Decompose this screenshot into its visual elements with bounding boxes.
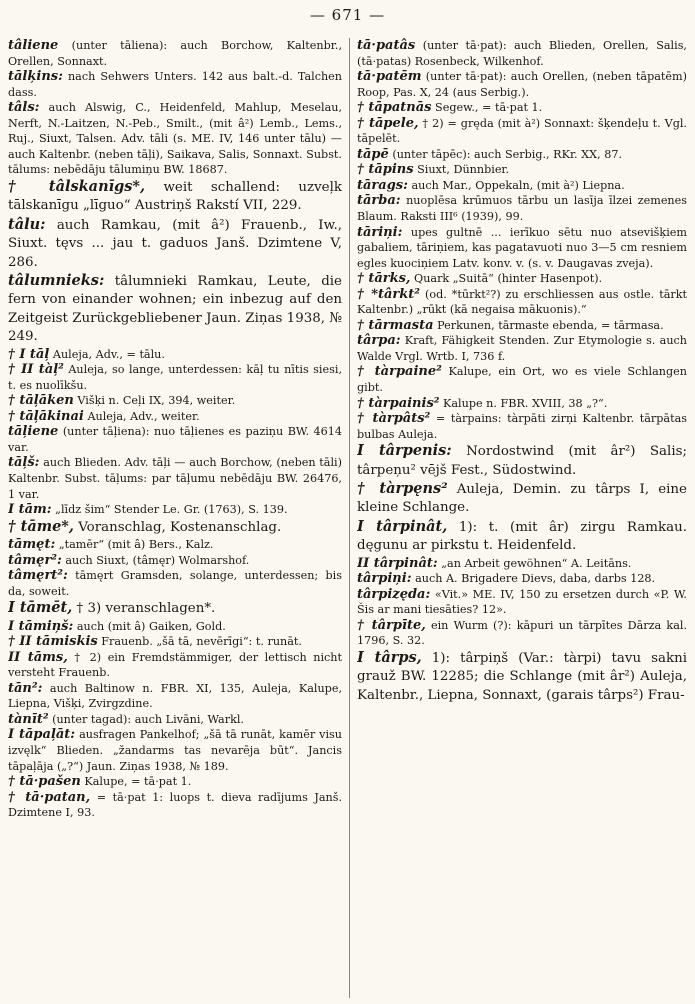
entry-headword: tâlu: — [8, 215, 46, 233]
dictionary-entry — [8, 216, 342, 272]
right-column — [357, 38, 687, 1000]
dictionary-entry — [8, 424, 342, 455]
entry-headword: tārba: — [357, 193, 401, 209]
entry-headword: tâls: — [8, 100, 40, 116]
entry-headword: † tā·pašen — [8, 774, 81, 790]
dictionary-entry — [8, 650, 342, 681]
dictionary-entry — [8, 774, 342, 790]
entry-definition: tāmęrt Gramsden, solange, unterdessen; bis da, soweit. — [8, 569, 342, 598]
entry-definition: auch Mar., Oppekaln, (mit à²) Liepna. — [411, 178, 625, 192]
entry-headword: I tāmēt, — [8, 599, 73, 617]
entry-headword: tārags: — [357, 177, 408, 193]
entry-headword: târpiņi: — [357, 571, 412, 587]
dictionary-entry — [357, 518, 687, 556]
entry-headword: I tām: — [8, 502, 52, 518]
entry-headword: † tàrpęns² — [357, 480, 448, 498]
entry-definition: Voranschlag, Kostenanschlag. — [78, 519, 282, 535]
dictionary-entry — [8, 712, 342, 728]
entry-headword: II tāms, — [8, 649, 68, 665]
dictionary-entry — [8, 599, 342, 618]
dictionary-entry — [8, 790, 342, 821]
dictionary-entry — [357, 225, 687, 272]
entry-definition: weit schallend: uzveļk tālskanīgu „līguo“ Austriņš Rakstí VII, 229. — [8, 179, 342, 214]
entry-headword: † târpīte, — [357, 617, 426, 633]
dictionary-entry — [357, 271, 687, 287]
entry-definition: (unter tā·pat): auch Blieden, Orellen, Salis, (tā·patas) Rosenbeck, Wilkenhof. — [357, 39, 687, 68]
page-number: — 671 — — [309, 6, 386, 24]
entry-definition: Kalupe, ein Ort, wo es viele Schlangen gibt. — [357, 365, 687, 395]
dictionary-entry — [8, 727, 342, 774]
entry-headword: I tāpaļāt: — [8, 727, 76, 743]
entry-headword: † II tāmiskis — [8, 634, 98, 650]
entry-headword: † tàrpaine² — [357, 364, 442, 380]
entry-headword: tā·patēm — [357, 69, 422, 85]
dictionary-entry — [357, 364, 687, 395]
entry-definition: „an Arbeit gewöhnen“ A. Leitāns. — [441, 556, 632, 570]
entry-definition: Nordostwind (mit âr²) Salis; târpeņu² vējš Fest., Südostwind. — [357, 444, 687, 478]
dictionary-entry — [357, 480, 687, 518]
dictionary-entry — [8, 347, 342, 363]
entry-headword: † I tāļ — [8, 346, 50, 362]
entry-definition: auch Siuxt, (tâmęr) Wolmarshof. — [65, 553, 250, 567]
entry-headword: † tàrpainis² — [357, 395, 440, 411]
entry-headword: I târps, — [357, 648, 422, 666]
entry-definition: = tā·pat 1: luops t. dieva radījums Janš. Dzimtene I, 93. — [8, 790, 342, 820]
dictionary-entry — [357, 587, 687, 618]
dictionary-entry — [357, 178, 687, 194]
entry-definition: (unter tāpēc): auch Serbig., RKr. XX, 87. — [392, 147, 623, 161]
entry-headword: tālķins: — [8, 69, 63, 85]
entry-definition: auch Alswig, C., Heidenfeld, Mahlup, Meselau, Nerft, N.-Laitzen, N.-Peb., Smilt., (mit â²) Lemb., Lems., Ruj., Siuxt, Talsen. Adv. tāli (s. ME. IV, 146 unter tālu) — auch Kaltenbr. (neben tāļi), Saikava, Salis, Sonnaxt. Subst. tālums: nebēdāju tālumiņu BW. 18687. — [8, 101, 342, 177]
entry-definition: (unter tāļiena): nuo tāļienes es paziņu BW. 4614 var. — [8, 425, 342, 454]
entry-headword: † *târkt² — [357, 286, 420, 302]
dictionary-entry — [357, 318, 687, 334]
dictionary-entry — [357, 556, 687, 572]
dictionary-entry — [8, 409, 342, 425]
entry-definition: 1): târpiņš (Var.: tàrpi) tavu sakni grauž BW. 12285; die Schlange (mit âr²) Auleja, Kaltenbr., Liepna, Sonnaxt, (garais târps²) Frau- — [357, 650, 687, 703]
dictionary-entry — [8, 619, 342, 635]
dictionary-entry — [357, 193, 687, 224]
entry-headword: † tāpatnās — [357, 100, 432, 116]
entry-definition: Perkunen, tārmaste ebenda, = tārmasa. — [437, 318, 664, 332]
entry-definition: (unter tā·pat): auch Orellen, (neben tāpatēm) Roop, Pas. X, 24 (aus Serbig.). — [357, 70, 687, 99]
entry-headword: † tā·patan, — [8, 789, 91, 805]
entry-headword: tāpē — [357, 146, 389, 162]
dictionary-entry — [357, 396, 687, 412]
entry-definition: (unter tagad): auch Livāni, Warkl. — [52, 712, 244, 726]
entry-headword: tâmęr²: — [8, 552, 62, 568]
entry-definition: ausfragen Pankelhof; „šā tā runāt, kamēr visu izvęlk“ Blieden. „žandarms tas nevarēja būt“. Jancis tāpaļāja („?“) Jaun. Ziņas 1938, № 189. — [8, 728, 342, 773]
entry-headword: † tāpele, — [357, 115, 419, 131]
entry-definition: upes gultnē ... ierīkuo sētu nuo atsevišķiem gabaliem, tāriņiem, kas pagatavuoti nuo 3—5 cm resniem egles kuociņiem Latv. konv. v. (s. v. Daugavas zveja). — [357, 225, 687, 270]
entry-headword: I târpinât, — [357, 517, 448, 535]
dictionary-entry — [357, 442, 687, 480]
entry-definition: † 2) ein Fremdstämmiger, der lettisch nicht versteht Frauenb. — [8, 650, 342, 680]
entry-headword: I târpenis: — [357, 442, 452, 460]
entry-headword: tâliene — [8, 38, 59, 53]
entry-definition: nuoplēsa krūmuos tārbu un lasīja īlzei zemenes Blaum. Raksti III⁶ (1939), 99. — [357, 194, 687, 224]
entry-headword: tā·patâs — [357, 38, 416, 53]
dictionary-entry — [357, 38, 687, 69]
dictionary-entry — [357, 116, 687, 147]
entry-definition: Kraft, Fähigkeit Stenden. Zur Etymologie s. auch Walde Vrgl. Wrtb. I, 736 f. — [357, 334, 687, 363]
entry-definition: auch Baltinow n. FBR. XI, 135, Auleja, Kalupe, Liepna, Višķi, Zvirgzdine. — [8, 681, 342, 711]
entry-headword: tāļš: — [8, 455, 40, 471]
entry-definition: (unter tāliena): auch Borchow, Kaltenbr., Orellen, Sonnaxt. — [8, 39, 342, 68]
dictionary-entry — [8, 455, 342, 502]
dictionary-entry — [357, 333, 687, 364]
entry-definition: auch A. Brigadere Dievs, daba, darbs 128. — [415, 572, 656, 586]
entry-headword: † tāļāken — [8, 393, 74, 409]
dictionary-entry — [357, 618, 687, 649]
entry-headword: tāriņi: — [357, 224, 403, 240]
entry-headword: tâmęrt²: — [8, 568, 68, 584]
entry-definition: «Vit.» ME. IV, 150 zu ersetzen durch «P. W. Šis ar mani tiesāties? 12». — [357, 587, 687, 617]
dictionary-entry — [357, 649, 687, 705]
left-column — [8, 38, 342, 1000]
dictionary-entry — [357, 147, 687, 163]
entry-headword: tànīt² — [8, 711, 49, 727]
entry-headword: † tàrpâts² — [357, 411, 431, 427]
entry-definition: „līdz šim“ Stender Le. Gr. (1763), S. 139. — [55, 503, 288, 517]
entry-headword: † tâlskanīgs*, — [8, 177, 146, 195]
entry-definition: † 2) = gręda (mit à²) Sonnaxt: šķendeļu t. Vgl. tāpelēt. — [357, 116, 687, 146]
entry-definition: auch Blieden. Adv. tāļi — auch Borchow, (neben tāli) Kaltenbr. Subst. tāļums: par tāļumu nebēdāju BW. 26476, 1 var. — [8, 456, 342, 501]
entry-definition: tâlumnieki Ramkau, Leute, die fern von einander wohnen; ein inbezug auf den Zeitgeist Zurückgebliebener Jaun. Ziņas 1938, № 249. — [8, 273, 342, 345]
entry-headword: târpizęda: — [357, 586, 431, 602]
entry-headword: târpa: — [357, 333, 401, 349]
dictionary-entry — [8, 681, 342, 712]
entry-definition: 1): t. (mit âr) zirgu Ramkau. dęgunu ar pirkstu t. Heidenfeld. — [357, 519, 687, 554]
entry-headword: † II tàļ² — [8, 362, 64, 378]
dictionary-entry — [8, 568, 342, 599]
entry-headword: † tārmasta — [357, 317, 434, 333]
dictionary-entry — [8, 518, 342, 537]
entry-headword: tān²: — [8, 680, 43, 696]
dictionary-entry — [8, 537, 342, 553]
entry-definition: Kalupe, = tā·pat 1. — [84, 775, 192, 789]
column-divider — [349, 38, 350, 998]
entry-definition: Kalupe n. FBR. XVIII, 38 „?“. — [443, 396, 608, 410]
entry-headword: I tāmiņš: — [8, 618, 74, 634]
entry-definition: Frauenb. „šā tā, nevērīgi“: t. runāt. — [101, 635, 302, 649]
entry-definition: † 3) veranschlagen*. — [76, 601, 216, 617]
dictionary-entry — [8, 178, 342, 216]
entry-headword: † tārks, — [357, 271, 411, 287]
dictionary-entry — [357, 162, 687, 178]
dictionary-entry — [8, 69, 342, 100]
entry-definition: ein Wurm (?): kāpuri un tārpītes Dārza kal. 1796, S. 32. — [357, 618, 687, 648]
entry-definition: auch Ramkau, (mit â²) Frauenb., Iw., Siuxt. tęvs ... jau t. gaduos Janš. Dzimtene V, 286. — [8, 217, 342, 270]
dictionary-entry — [357, 411, 687, 442]
entry-definition: Višķi n. Ceļi IX, 394, weiter. — [77, 394, 236, 408]
dictionary-entry — [357, 100, 687, 116]
entry-definition: Auleja, Demin. zu târps I, eine kleine Schlange. — [357, 482, 687, 516]
dictionary-entry — [357, 571, 687, 587]
entry-definition: Segew., = tā·pat 1. — [435, 101, 543, 115]
entry-definition: (od. *tūrkt²?) zu erschliessen aus ostle. tārkt Kaltenbr.) „rūkt (kā negaisa mākuonis).“ — [357, 287, 687, 317]
entry-definition: Siuxt, Dünnbier. — [417, 163, 510, 177]
entry-definition: Auleja, so lange, unterdessen: kāļ tu nītis siesi, t. es nuolīkšu. — [8, 363, 342, 392]
entry-definition: nach Sehwers Unters. 142 aus balt.-d. Talchen dass. — [8, 70, 342, 99]
entry-definition: = tàrpains: tàrpāti zirņi Kaltenbr. tārpātas bulbas Auleja. — [357, 412, 687, 441]
entry-headword: † tāme*, — [8, 517, 74, 535]
entry-headword: † tāļākinai — [8, 408, 84, 424]
dictionary-entry — [8, 634, 342, 650]
entry-definition: „tamēr“ (mit â) Bers., Kalz. — [58, 538, 214, 551]
entry-definition: Auleja, Adv., weiter. — [87, 409, 200, 423]
dictionary-entry — [8, 362, 342, 393]
entry-definition: Auleja, Adv., = tālu. — [52, 347, 165, 361]
entry-headword: † tāpins — [357, 162, 414, 178]
entry-headword: tāmęt: — [8, 537, 56, 552]
dictionary-entry — [8, 38, 342, 69]
entry-headword: II târpinât: — [357, 555, 438, 571]
entry-headword: tāļiene — [8, 424, 59, 440]
dictionary-entry — [8, 272, 342, 347]
entry-definition: auch (mit â) Gaiken, Gold. — [76, 619, 226, 633]
entry-definition: Quark „Suitā“ (hinter Hasenpot). — [414, 272, 603, 286]
dictionary-entry — [8, 100, 342, 178]
dictionary-entry — [8, 393, 342, 409]
dictionary-entry — [8, 502, 342, 518]
dictionary-entry — [8, 553, 342, 569]
entry-headword: tâlumnieks: — [8, 271, 105, 289]
dictionary-entry — [357, 69, 687, 100]
dictionary-entry — [357, 287, 687, 318]
